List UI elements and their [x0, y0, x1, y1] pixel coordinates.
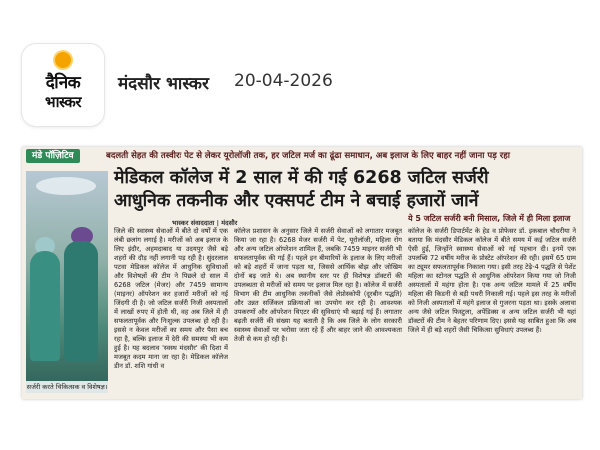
edition-date: 20-04-2026 [234, 71, 333, 91]
headline [114, 167, 574, 213]
news-clipping[interactable] [22, 147, 582, 399]
edition-name: मंदसौर भास्कर [118, 74, 209, 94]
dainik-bhaskar-logo[interactable] [22, 44, 104, 126]
page-header [0, 0, 600, 120]
body-column-1: जिले की स्वास्थ्य सेवाओं में बीते दो वर्षों में एक लंबी छलांग लगाई है। मरीजों को अब इलाज के लिए इंदौर, अहमदाबाद या उदयपुर जैसे बड़े शहरों की दौड़ नहीं लगानी पड़ रही है। सुंदरलाल पटवा मेडिकल कॉलेज में आधुनिक सुविधाओं और विशेषज्ञों की टीम ने पिछले दो साल में 6268 जटिल (मेजर) और 7459 सामान्य (माइनर) ऑपरेशन कर हजारों मरीजों को नई जिंदगी दी है। जो जटिल सर्जरी निजी अस्पतालों में लाखों रुपए में होती थी, वह अब जिले में ही सफलतापूर्वक और निःशुल्क उपलब्ध हो रही है। इससे न केवल मरीजों का समय और पैसा बच रहा है, बल्कि इलाज में देरी की समस्या भी कम हुई है। यह बदलाव 'स्वस्थ मंदसौर' की दिशा में मजबूत कदम माना जा रहा है। मेडिकल कॉलेज डीन डॉ. शशि गांधी व [114, 227, 228, 370]
headline-line-2: आधुनिक तकनीक और एक्सपर्ट टीम ने बचाई हजारों जानें [114, 191, 479, 211]
sun-icon [55, 52, 71, 68]
body-column-3: कॉलेज के सर्जरी डिपार्टमेंट के हेड व प्रोफेसर डॉ. इकबाल चौधरीया ने बताया कि मंदसौर मेडिकल कॉलेज में बीते समय में कई जटिल सर्जरी ऐसी हुई, जिन्होंने स्वास्थ्य सेवाओं को नई पहचान दी। इनमें एक उपलब्धि 72 वर्षीय मरीज के प्रोस्टेट ऑपरेशन की रही। इसमें 65 ग्राम का ट्यूमर सफलतापूर्वक निकाला गया। इसी तरह टेढ़े-4 पद्धति से पेशेंट महिला का स्टोनल पद्धति से आधुनिक ऑपरेशन किया गया जो निजी अस्पतालों में महंगा होता है। एक अन्य जटिल मामले में 25 वर्षीय महिला की किडनी से बड़ी पथरी निकाली गई। पहले इस तरह के मरीजों को निजी अस्पतालों में महंगे इलाज से गुजरना पड़ता था। इसके अलावा अन्य जैसे जटिल फिस्टुला, अपेंडिक्स व अन्य जटिल सर्जरी भी यहां डॉक्टरों की टीम ने बेहतर परिणाम दिए। इससे यह साबित हुआ कि अब जिले में ही बड़े शहरों जैसी चिकित्सा सुविधाएं उपलब्ध हैं। [408, 227, 576, 334]
photo-caption: सर्जरी करते चिकित्सक व विशेषज्ञ। [26, 383, 108, 391]
body-column-2: कॉलेज प्रशासन के अनुसार जिले में सर्जरी सेवाओं को लगातार मजबूत किया जा रहा है। 6268 मेजर सर्जरी में पेट, यूरोलॉजी, महिला रोग और अन्य जटिल ऑपरेशन शामिल हैं, जबकि 7459 माइनर सर्जरी भी सफलतापूर्वक की गई हैं। पहले इन बीमारियों के इलाज के लिए मरीजों को बड़े शहरों में जाना पड़ता था, जिससे आर्थिक बोझ और जोखिम दोनों बढ़ जाते थे। अब स्थानीय स्तर पर ही विशेषज्ञ डॉक्टरों की उपलब्धता से मरीजों को समय पर इलाज मिल रहा है। कॉलेज में सर्जरी विभाग की टीम आधुनिक तकनीकों जैसे लेप्रोस्कोपी (दूरबीन पद्धति) और उन्नत सर्जिकल प्रक्रियाओं का उपयोग कर रही है। आवश्यक उपकरणों और ऑपरेशन थिएटर की सुविधाएं भी बढ़ाई गई हैं। लगातार बढ़ती सर्जरी की संख्या यह बताती है कि अब जिले के लोग सरकारी स्वास्थ्य सेवाओं पर भरोसा जता रहे हैं और बाहर जाने की आवश्यकता तेजी से कम हो रही है। [234, 227, 402, 343]
dateline: भास्कर संवाददाता | मंदसौर [172, 219, 238, 227]
clipping-topbar [22, 147, 582, 165]
kicker-line: बदलती सेहत की तस्वीरः पेट से लेकर यूरोलॉजी तक, हर जटिल मर्ज का ढूंढा समाधान, अब इलाज के लिए बाहर नहीं जाना पड़ रहा [106, 151, 510, 161]
headline-line-1: मेडिकल कॉलेज में 2 साल में की गई 6268 जटिल सर्जरी [114, 168, 489, 188]
sub-headline: ये 5 जटिल सर्जरी बनी मिसाल, जिले में ही मिला इलाज [408, 214, 571, 223]
surgical-lamp [36, 177, 96, 195]
section-tag: मंडे पॉज़िटिव [26, 149, 80, 163]
surgeon-figure [30, 251, 60, 361]
surgery-photo [26, 171, 108, 393]
logo-line-1: दैनिक [45, 73, 81, 93]
surgeon-figure [64, 241, 98, 361]
logo-line-2: भास्कर [45, 93, 81, 111]
